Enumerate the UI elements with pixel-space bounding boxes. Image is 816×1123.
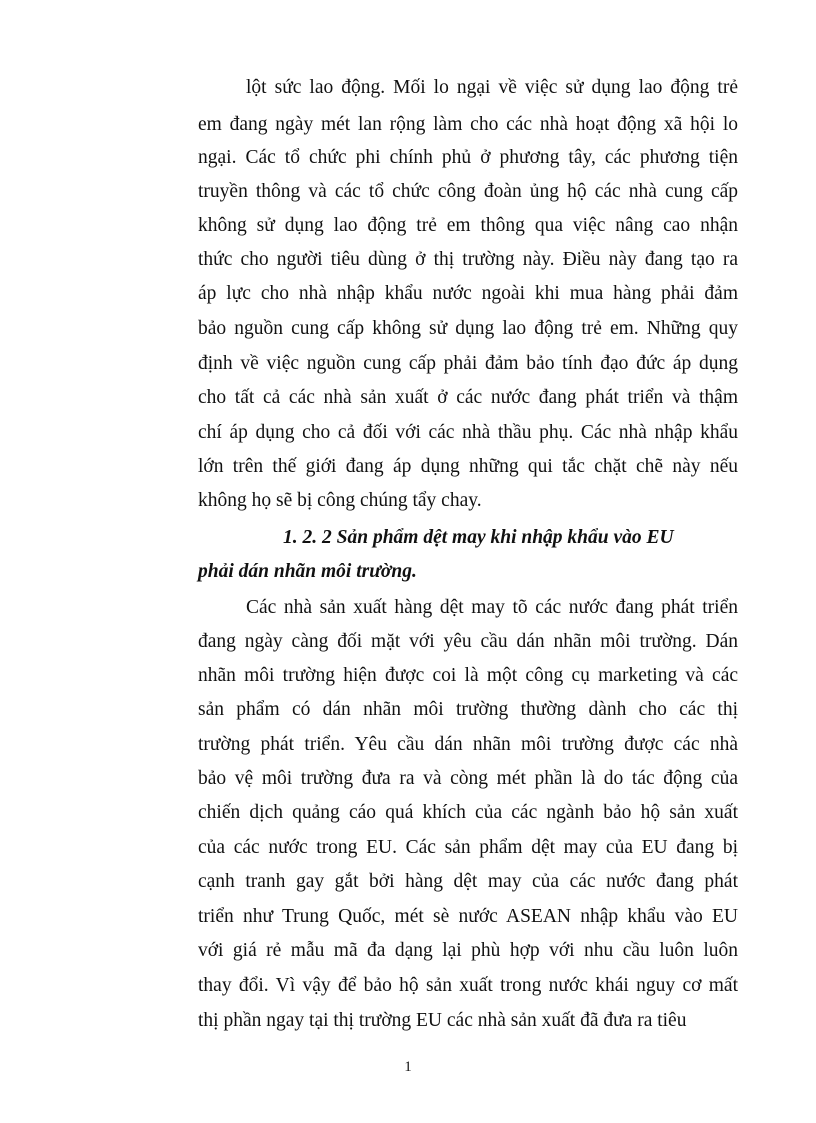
paragraph-line: ngại. Các tổ chức phi chính phủ ở phương tây, các phương tiện <box>198 147 738 168</box>
paragraph-line: của các nước trong EU. Các sản phẩm dệt may của EU đang bị <box>198 837 738 858</box>
paragraph-line: lột sức lao động. Mối lo ngại về việc sử dụng lao động trẻ <box>246 77 738 98</box>
paragraph-line: nhãn môi trường hiện được coi là một công cụ marketing và các <box>198 665 738 686</box>
paragraph-line: chiến dịch quảng cáo quá khích của các ngành bảo hộ sản xuất <box>198 802 738 823</box>
page-number: 1 <box>404 1059 412 1075</box>
paragraph-line: định về việc nguồn cung cấp phải đảm bảo tính đạo đức áp dụng <box>198 353 738 374</box>
paragraph-line: lớn trên thế giới đang áp dụng những qui tắc chặt chẽ này nếu <box>198 456 738 477</box>
paragraph-line: chí áp dụng cho cả đối với các nhà thầu phụ. Các nhà nhập khẩu <box>198 422 738 443</box>
paragraph-line: em đang ngày mét lan rộng làm cho các nhà hoạt động xã hội lo <box>198 114 738 135</box>
paragraph-line: cạnh tranh gay gắt bởi hàng dệt may của các nước đang phát <box>198 871 738 892</box>
paragraph-line: không họ sẽ bị công chúng tẩy chay. <box>198 490 482 511</box>
paragraph-line: Các nhà sản xuất hàng dệt may tõ các nước đang phát triển <box>246 597 738 618</box>
paragraph-line: với giá rẻ mẫu mã đa dạng lại phù hợp với nhu cầu luôn luôn <box>198 940 738 961</box>
paragraph-line: đang ngày càng đối mặt với yêu cầu dán nhãn môi trường. Dán <box>198 631 738 652</box>
paragraph-line: bảo vệ môi trường đưa ra và còng mét phần là do tác động của <box>198 768 738 789</box>
paragraph-line: bảo nguồn cung cấp không sử dụng lao động trẻ em. Những quy <box>198 318 738 339</box>
paragraph-line: cho tất cả các nhà sản xuất ở các nước đang phát triển và thậm <box>198 387 738 408</box>
paragraph-line: thức cho người tiêu dùng ở thị trường này. Điều này đang tạo ra <box>198 249 738 270</box>
paragraph-line: không sử dụng lao động trẻ em thông qua việc nâng cao nhận <box>198 215 738 236</box>
paragraph-line: trường phát triển. Yêu cầu dán nhãn môi trường được các nhà <box>198 734 738 755</box>
section-heading: 1. 2. 2 Sản phẩm dệt may khi nhập khẩu vào EU <box>283 527 674 548</box>
paragraph-line: triển như Trung Quốc, mét sè nước ASEAN nhập khẩu vào EU <box>198 906 738 927</box>
paragraph-line: thay đổi. Vì vậy để bảo hộ sản xuất trong nước khái nguy cơ mất <box>198 975 738 996</box>
paragraph-line: truyền thông và các tổ chức công đoàn ủng hộ các nhà cung cấp <box>198 181 738 202</box>
paragraph-line: sản phẩm có dán nhãn môi trường thường dành cho các thị <box>198 699 738 720</box>
section-heading-continuation: phải dán nhãn môi trường. <box>198 561 417 582</box>
paragraph-line: áp lực cho nhà nhập khẩu nước ngoài khi mua hàng phải đảm <box>198 283 738 304</box>
paragraph-line: thị phần ngay tại thị trường EU các nhà sản xuất đã đưa ra tiêu <box>198 1010 687 1031</box>
